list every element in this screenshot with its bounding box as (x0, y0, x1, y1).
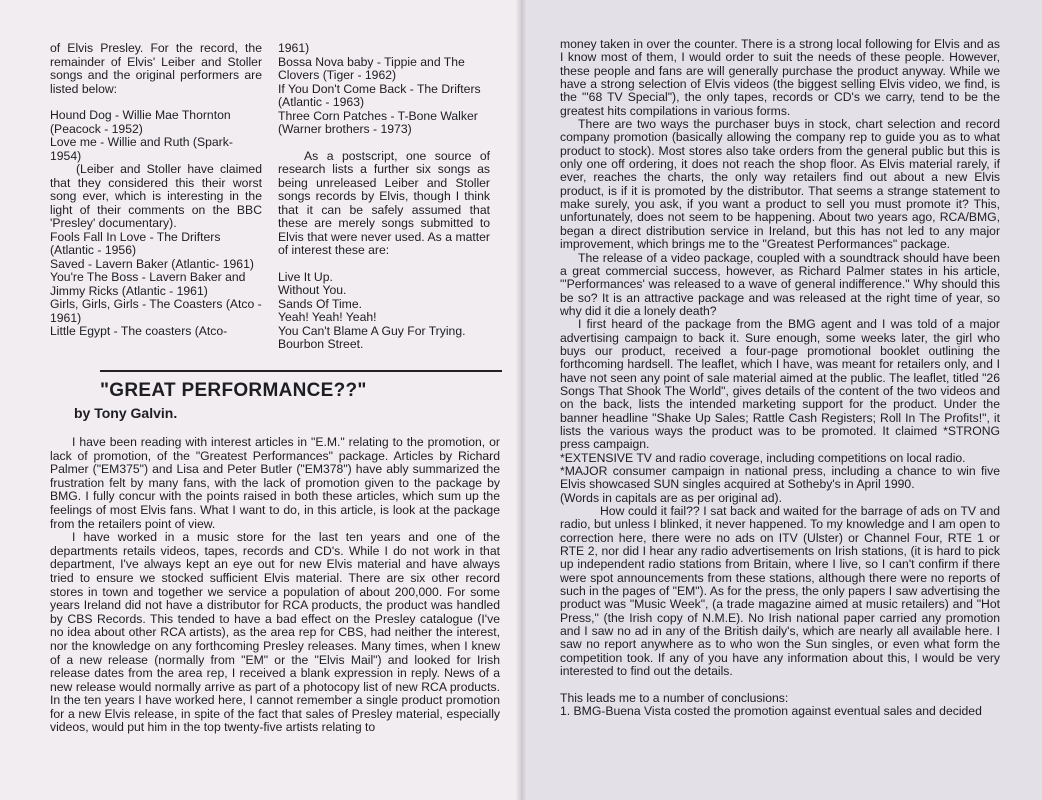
unreleased-song: Bourbon Street. (278, 337, 364, 351)
article-paragraph: The release of a video package, coupled with a soundtrack should have been a great commercial success, however, as Richard Palmer states in his article, "'Performances' was released to a wave of general indifference." Why should this be so? It is an attractive package and was released at the right time of year, so why did it die a lonely death? (560, 250, 1000, 318)
conclusions-heading: This leads me to a number of conclusions: (560, 690, 789, 705)
song-entry: Little Egypt - The coasters (Atco- (50, 324, 228, 338)
right-column (560, 38, 1000, 718)
aside-text: (Leiber and Stoller have claimed that they considered this their worst song ever, which is interesting in the light of their comments on the BBC 'Presley' documentary). (50, 162, 262, 230)
unreleased-song: Yeah! Yeah! Yeah! (278, 310, 377, 324)
song-entry: 1961) (278, 41, 310, 55)
song-entry: You're The Boss - Lavern Baker and Jimmy Ricks (Atlantic - 1961) (50, 270, 246, 298)
article-byline: by Tony Galvin. (74, 405, 178, 421)
intro-text: of Elvis Presley. For the record, the remainder of Elvis' Leiber and Stoller songs and the original performers are listed below: (50, 41, 262, 96)
unreleased-song: Without You. (278, 283, 347, 297)
campaign-claim: *EXTENSIVE TV and radio coverage, including competitions on local radio. (560, 450, 966, 465)
unreleased-song: You Can't Blame A Guy For Trying. (278, 323, 466, 338)
song-entry: Hound Dog - Willie Mae Thornton (Peacock - 1952) (50, 108, 231, 136)
song-entry: Love me - Willie and Ruth (Spark- 1954) (50, 135, 233, 163)
right-page (521, 0, 1042, 800)
article-paragraph: There are two ways the purchaser buys in stock, chart selection and record company promotion (basically allowing the company rep to guide you as to what product to stock). Most stores also take orders from the general public but this is only one off ordering, it does not reach the shop floor. As Elvis material rarely, if ever, reaches the charts, the only way retailers find out about a new Elvis product, is if it is promoted by the distributor. That seems a strange statement to make surely, you ask, if you want a product to sell you must promote it? This, unfortunately, does not seem to be happening. About two years ago, RCA/BMG, began a direct distribution service in Ireland, but this has not led to any major improvement, which brings me to the "Greatest Performances" package. (560, 117, 1000, 252)
article-note: (Words in capitals are as per original ad). (560, 490, 782, 505)
song-entry: If You Don't Come Back - The Drifters (Atlantic - 1963) (278, 81, 481, 109)
song-entry: Fools Fall In Love - The Drifters (Atlantic - 1956) (50, 229, 221, 257)
page-gutter (516, 0, 526, 800)
left-column-2 (278, 42, 490, 352)
unreleased-song: Live It Up. (278, 269, 333, 284)
conclusion-item: 1. BMG-Buena Vista costed the promotion against eventual sales and decided (560, 703, 982, 718)
article-paragraph: I first heard of the package from the BMG agent and I was told of a major advertising campaign to back it. Sure enough, some weeks later, the girl who buys our product, received a four-page promotional booklet outlining the forthcoming hardsell. The leaflet, which I have, was meant for retailers only, and I have not seen any point of sale material aimed at the public. The leaflet, titled "26 Songs That Shook The World", gives details of the content of the two videos and on the back, lists the intended marketing support for the product. Under the banner headline "Shake Up Sales; Rattle Cash Registers; Roll In The Profits!", it lists the various ways the product was to be promoted. It claimed *STRONG press campaign. (560, 317, 1000, 452)
song-entry: Bossa Nova baby - Tippie and The Clovers (Tiger - 1962) (278, 54, 465, 82)
article-paragraph: money taken in over the counter. There is a strong local following for Elvis and as I know most of them, I would order to suit the needs of these people. However, these people and fans are will generally purchase the product anyway. While we have a strong selection of Elvis videos (the biggest selling Elvis video, we find, is the "'68 TV Special"), the only tapes, records or CD's we carry, tend to be the greatest hits compilations in various forms. (560, 37, 1000, 118)
song-entry: Saved - Lavern Baker (Atlantic- 1961) (50, 256, 254, 271)
section-divider (100, 370, 502, 372)
postscript-text: As a postscript, one source of research lists a further six songs as being unreleased Leiber and Stoller songs records by Elvis, though I think that it can be safely assumed that these are merely songs submitted to Elvis that were never used. As a matter of interest these are: (278, 148, 490, 257)
article-paragraph: I have worked in a music store for the last ten years and one of the departments retails videos, tapes, records and CD's. While I do not work in that department, I've always kept an eye out for new Elvis material and have always tried to ensure we stocked sufficient Elvis material. There are six other record stores in town and together we service a population of about 200,000. For some years Ireland did not have a distributor for RCA products, the product was handled by CBS Records. This tended to have a bad effect on the Presley catalogue (I've no idea about other RCA artists), as the area rep for CBS, had neither the interest, nor the knowledge on any forthcoming Presley releases. Many times, when I knew of a new release (normally from "EM" or the "Elvis Mail") and looked for Irish release dates from the area rep, I received a blank expression in reply. News of a new release would normally arrive as part of a photocopy list of new RCA products. In the ten years I have worked here, I cannot remember a single product promotion for a new Elvis release, in spite of the fact that sales of Presley material, especially videos, would put him in the top twenty-five artists relating to (50, 530, 500, 735)
article-body (50, 436, 500, 735)
song-entry: Three Corn Patches - T-Bone Walker (Warner brothers - 1973) (278, 108, 478, 136)
article-paragraph: How could it fail?? I sat back and waited for the barrage of ads on TV and radio, but unless I blinked, it never happened. To my knowledge and I am open to correction here, there were no ads on ITV (Ulster) or Channel Four, RTE 1 or RTE 2, nor did I hear any radio advertisements on Irish stations, (it is hard to pick up independent radio stations from Britain, where I live, so I can't confirm if there were spot announcements from these stations, although there were no reports of such in the pages of "EM"). As for the press, the only papers I saw advertising the product was "Music Week", (a trade magazine aimed at music retailers) and "Hot Press," (the Irish copy of N.M.E). No Irish national paper carried any promotion and I saw no ad in any of the British daily's, which are nearly all available here. I saw no report anywhere as to who won the Sun singles, or even what form the competition took. If any of you have any information about this, I would be very interested to find out the details. (560, 504, 1000, 679)
unreleased-song: Sands Of Time. (278, 296, 362, 311)
campaign-claim: *MAJOR consumer campaign in national press, including a chance to win five Elvis showcased SUN singles acquired at Sotheby's in April 1990. (560, 464, 1000, 492)
left-column-1 (50, 42, 262, 339)
article-headline: "GREAT PERFORMANCE??" (100, 380, 367, 401)
article-paragraph: I have been reading with interest articles in "E.M." relating to the promotion, or lack of promotion, of the "Greatest Performances" package. Articles by Richard Palmer ("EM375") and Lisa and Peter Butler ("EM378") have ably summarized the frustration felt by many fans, with the lack of promotion given to the package by BMG. I fully concur with the points raised in both these articles, which sum up the feelings of most Elvis fans. What I want to do, in this article, is look at the package from the retailers point of view. (50, 435, 500, 531)
song-entry: Girls, Girls, Girls - The Coasters (Atco - 1961) (50, 297, 262, 325)
